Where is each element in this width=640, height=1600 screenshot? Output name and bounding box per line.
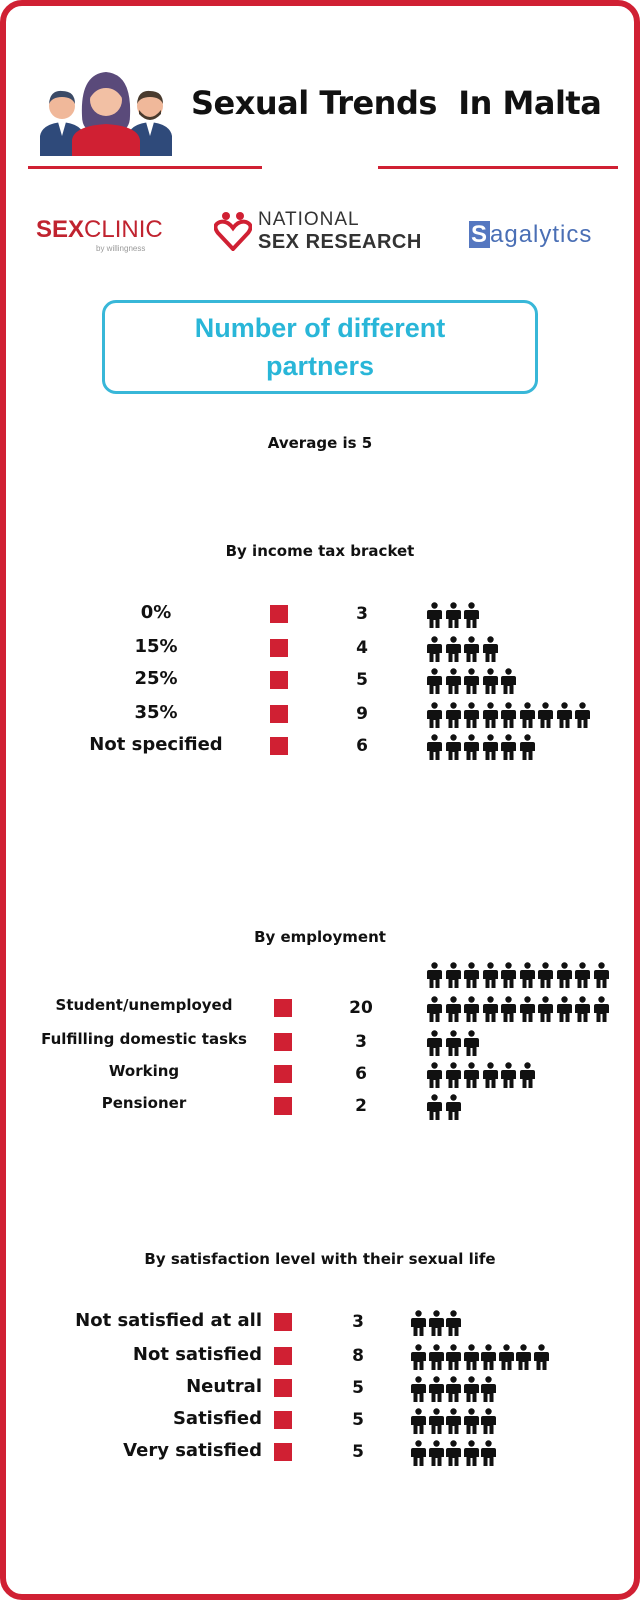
person-icon	[463, 1440, 480, 1466]
category-label: 25%	[134, 668, 178, 689]
person-icon	[498, 1344, 515, 1370]
value-label: 3	[356, 604, 368, 624]
person-icon	[410, 1408, 427, 1434]
value-label: 3	[355, 1032, 367, 1052]
person-icon	[445, 1344, 462, 1370]
person-icon	[482, 668, 499, 694]
category-label: Student/unemployed	[55, 996, 233, 1014]
person-icon	[445, 602, 462, 628]
chart-row	[6, 1062, 634, 1088]
category-label: Not satisfied at all	[75, 1310, 262, 1331]
legend-square	[274, 1379, 292, 1397]
value-label: 5	[352, 1378, 364, 1398]
person-icon	[463, 636, 480, 662]
person-icon	[480, 1408, 497, 1434]
person-icon	[426, 668, 443, 694]
person-icon	[519, 1062, 536, 1088]
sagalytics-logo-initial: S	[471, 221, 489, 248]
chart-row	[6, 668, 634, 694]
legend-square	[270, 671, 288, 689]
nsr-logo-line1: NATIONAL	[258, 209, 360, 230]
person-icon	[445, 996, 462, 1022]
divider-left	[28, 166, 262, 169]
chart-row	[6, 1310, 634, 1336]
person-icon	[482, 636, 499, 662]
chart-row	[6, 702, 634, 728]
category-label: Neutral	[186, 1376, 262, 1397]
category-label: Satisfied	[172, 1408, 262, 1429]
category-label: Pensioner	[101, 1094, 187, 1112]
category-label: Working	[108, 1062, 180, 1080]
person-icon	[445, 1030, 462, 1056]
person-icon	[556, 962, 573, 988]
sagalytics-logo	[469, 221, 592, 249]
person-icon	[500, 962, 517, 988]
legend-square	[270, 605, 288, 623]
chart-title-satisfaction: By satisfaction level with their sexual life	[144, 1250, 496, 1268]
page-title: Sexual Trends In Malta	[191, 84, 602, 122]
person-icon	[482, 962, 499, 988]
legend-square	[274, 1411, 292, 1429]
legend-square	[274, 1065, 292, 1083]
person-icon	[428, 1344, 445, 1370]
category-label: Very satisfied	[123, 1440, 262, 1461]
person-icon	[519, 702, 536, 728]
person-icon	[445, 1062, 462, 1088]
person-icon	[428, 1310, 445, 1336]
person-icon	[410, 1310, 427, 1336]
person-icon	[426, 996, 443, 1022]
person-icon	[426, 602, 443, 628]
person-icon	[445, 702, 462, 728]
person-icon	[426, 1062, 443, 1088]
person-icon	[445, 1408, 462, 1434]
person-icon	[480, 1440, 497, 1466]
legend-square	[274, 1347, 292, 1365]
chart-row	[6, 1030, 634, 1056]
person-icon	[482, 702, 499, 728]
nsr-logo-line2: SEX RESEARCH	[258, 231, 422, 253]
person-icon	[445, 1440, 462, 1466]
category-label: 35%	[134, 702, 178, 723]
category-label: 0%	[140, 602, 172, 623]
person-icon	[445, 1094, 462, 1120]
sexclinic-logo-part1: SEX	[36, 216, 85, 243]
person-icon	[537, 962, 554, 988]
person-icon	[500, 996, 517, 1022]
legend-square	[274, 1033, 292, 1051]
person-icon	[426, 962, 443, 988]
legend-square	[274, 1097, 292, 1115]
person-icon	[574, 962, 591, 988]
person-icon	[482, 996, 499, 1022]
person-icon	[515, 1344, 532, 1370]
person-icon	[445, 1376, 462, 1402]
legend-square	[270, 705, 288, 723]
person-icon	[519, 734, 536, 760]
chart-row	[6, 636, 634, 662]
category-label: Fulfilling domestic tasks	[41, 1030, 247, 1048]
legend-square	[274, 1313, 292, 1331]
value-label: 9	[356, 704, 368, 724]
person-icon	[445, 734, 462, 760]
chart-title-income: By income tax bracket	[225, 542, 415, 560]
person-icon	[463, 734, 480, 760]
sagalytics-logo-rest: agalytics	[490, 221, 593, 248]
person-icon	[500, 1062, 517, 1088]
person-icon	[463, 962, 480, 988]
divider-right	[378, 166, 618, 169]
person-icon	[463, 1030, 480, 1056]
value-label: 4	[356, 638, 368, 658]
legend-square	[274, 1443, 292, 1461]
chart-row	[6, 996, 634, 1022]
person-icon	[500, 668, 517, 694]
value-label: 6	[356, 736, 368, 756]
person-icon	[410, 1376, 427, 1402]
person-icon	[426, 1094, 443, 1120]
value-label: 5	[352, 1410, 364, 1430]
person-icon	[482, 734, 499, 760]
chart-row	[6, 1094, 634, 1120]
person-icon	[519, 996, 536, 1022]
sexclinic-logo	[36, 216, 163, 253]
value-label: 5	[352, 1442, 364, 1462]
person-icon	[463, 996, 480, 1022]
value-label: 2	[355, 1096, 367, 1116]
person-icon	[537, 702, 554, 728]
person-icon	[426, 1030, 443, 1056]
person-icon	[463, 602, 480, 628]
person-icon	[445, 1310, 462, 1336]
person-icon	[445, 668, 462, 694]
legend-square	[274, 999, 292, 1017]
person-icon	[410, 1440, 427, 1466]
person-icon	[463, 1344, 480, 1370]
chart-row	[6, 734, 634, 760]
category-label: Not specified	[89, 734, 223, 755]
person-icon	[426, 734, 443, 760]
person-icon	[556, 996, 573, 1022]
sexclinic-logo-part2: CLINIC	[84, 216, 163, 243]
person-icon	[428, 1376, 445, 1402]
section-title: Number of different partners	[194, 313, 446, 381]
person-icon	[500, 702, 517, 728]
chart-row	[6, 1344, 634, 1370]
person-icon	[574, 702, 591, 728]
sexclinic-logo-sub: by willingness	[96, 244, 146, 253]
person-icon	[445, 636, 462, 662]
section-title-box	[102, 300, 538, 394]
person-icon	[533, 1344, 550, 1370]
chart-row	[6, 602, 634, 628]
chart-row	[6, 1376, 634, 1402]
person-icon	[426, 636, 443, 662]
person-icon	[480, 1344, 497, 1370]
person-icon	[482, 1062, 499, 1088]
chart-row	[6, 1408, 634, 1434]
chart-row	[6, 1440, 634, 1466]
person-icon	[556, 702, 573, 728]
category-label: Not satisfied	[132, 1344, 262, 1365]
heart-icon	[214, 211, 252, 251]
person-icon	[574, 996, 591, 1022]
person-icon	[537, 996, 554, 1022]
person-icon	[480, 1376, 497, 1402]
legend-square	[270, 737, 288, 755]
national-sex-research-logo	[214, 209, 422, 253]
person-icon	[410, 1344, 427, 1370]
value-label: 3	[352, 1312, 364, 1332]
person-icon	[428, 1440, 445, 1466]
person-icon	[463, 702, 480, 728]
person-icon	[463, 668, 480, 694]
three-people-icon	[36, 64, 176, 156]
person-icon	[593, 962, 610, 988]
legend-square	[270, 639, 288, 657]
value-label: 6	[355, 1064, 367, 1084]
person-icon	[426, 702, 443, 728]
person-icon	[463, 1376, 480, 1402]
person-icon	[463, 1062, 480, 1088]
category-label: 15%	[134, 636, 178, 657]
person-icon	[445, 962, 462, 988]
person-icon	[463, 1408, 480, 1434]
value-label: 8	[352, 1346, 364, 1366]
value-label: 20	[349, 998, 373, 1018]
person-icon	[428, 1408, 445, 1434]
person-icon	[519, 962, 536, 988]
value-label: 5	[356, 670, 368, 690]
person-icon	[500, 734, 517, 760]
average-text: Average is 5	[267, 434, 373, 452]
person-icon	[593, 996, 610, 1022]
chart-title-employment: By employment	[254, 928, 386, 946]
